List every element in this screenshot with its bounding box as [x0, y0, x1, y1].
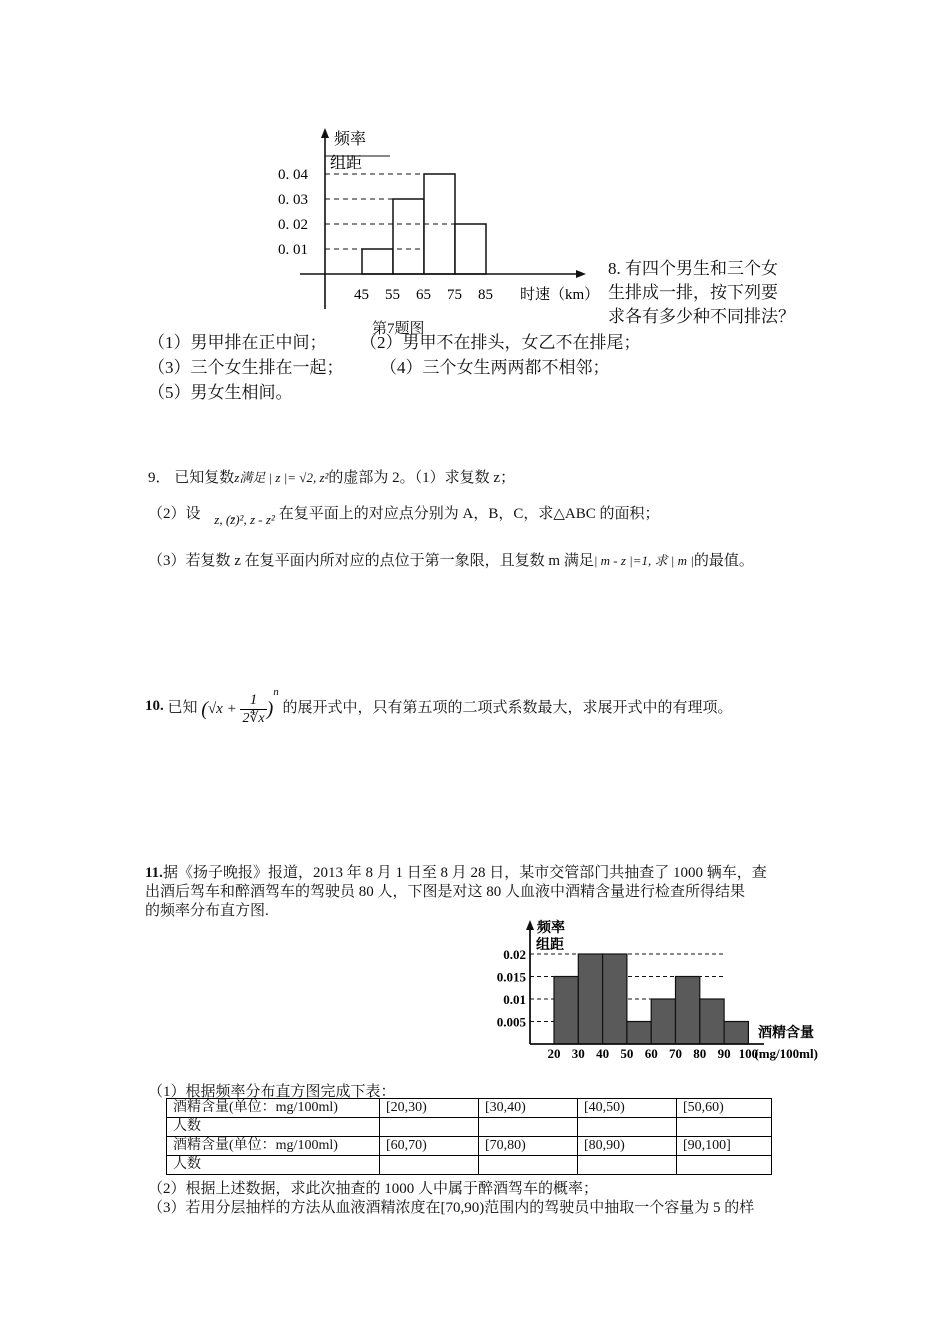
table-cell: [70,80) [479, 1137, 578, 1156]
table-cell: 酒精含量(单位：mg/100ml) [167, 1099, 380, 1118]
q7-caption: 第7题图 [372, 321, 425, 337]
q8-part4: （4）三个女生两两都不相邻； [380, 358, 610, 377]
q8-part3: （3）三个女生排在一起； [148, 358, 344, 377]
q9-line2-math: z, (z̄)², z - z² [214, 512, 275, 527]
q11-xunit: (mg/100ml) [754, 1046, 818, 1061]
q7-ytick-labels [278, 167, 309, 258]
q11-xlabel: 酒精含量 [758, 1026, 814, 1041]
q7-ytick: 0. 04 [278, 167, 308, 183]
q7-ylabel-top: 频率 [334, 131, 367, 148]
q11-bar [651, 999, 675, 1044]
q9-line3-a: （3）若复数 z 在复平面内所对应的点位于第一象限，且复数 m 满足 [148, 553, 594, 569]
q11-y-arrow [526, 920, 534, 930]
q11-xtick: 40 [596, 1046, 610, 1061]
table-cell[interactable] [380, 1118, 479, 1137]
q7-bar [455, 224, 486, 274]
q11-bar [578, 954, 602, 1044]
table-cell: 人数 [167, 1118, 380, 1137]
q8-part5: （5）男女生相间。 [148, 383, 293, 402]
q7-xtick: 75 [447, 287, 462, 303]
q9-line3-b: 的最值。 [693, 553, 754, 569]
table-cell[interactable] [479, 1118, 578, 1137]
q9-line1 [148, 466, 515, 487]
q9-line3-math: | m - z |=1, 求 | m | [593, 553, 694, 568]
q7-xtick-labels [354, 287, 493, 303]
q7-y-arrow [321, 128, 329, 138]
table-cell: [60,70) [380, 1137, 479, 1156]
q11-xtick: 100 [738, 1046, 759, 1061]
q9-line2 [148, 502, 660, 527]
q10-line [145, 686, 733, 736]
q11-bar [627, 1022, 651, 1045]
table-cell[interactable] [578, 1156, 677, 1175]
q7-ytick: 0. 03 [278, 192, 308, 208]
table-cell: [30,40) [479, 1099, 578, 1118]
q11-bars [554, 954, 748, 1044]
q11-xtick: 80 [693, 1046, 707, 1061]
table-cell[interactable] [677, 1156, 772, 1175]
q7-ytick: 0. 02 [278, 217, 308, 233]
q9-line3 [148, 549, 754, 570]
table-row [167, 1118, 772, 1137]
q10-frac-num: 1 [240, 692, 266, 710]
q7-bars [325, 174, 486, 274]
table-cell: [40,50) [578, 1099, 677, 1118]
q10-text-a: 已知 [167, 700, 198, 717]
q7-xtick: 45 [354, 287, 369, 303]
q9-line1-a: 9． 已知复数 [148, 470, 235, 486]
table-cell: [20,30) [380, 1099, 479, 1118]
q11-xtick: 20 [547, 1046, 561, 1061]
table-cell[interactable] [578, 1118, 677, 1137]
q7-xtick: 85 [478, 287, 493, 303]
q11-bar [700, 999, 724, 1044]
table-row [167, 1137, 772, 1156]
table-cell: 人数 [167, 1156, 380, 1175]
q8-part2: （2）男甲不在排头，女乙不在排尾； [360, 333, 641, 352]
q11-ylabel-top: 频率 [537, 921, 565, 936]
q8-line1: 8. 有四个男生和三个女 [608, 259, 778, 278]
q10-text-b: 的展开式中，只有第五项的二项式系数最大，求展开式中的有理项。 [282, 700, 733, 717]
q11-bar [603, 954, 627, 1044]
q10-number: 10. [145, 698, 164, 715]
q11-xtick: 60 [644, 1046, 658, 1061]
q11-ytick: 0.02 [503, 947, 526, 962]
table-row [167, 1156, 772, 1175]
q11-part3: （3）若用分层抽样的方法从血液酒精浓度在[70,90)范围内的驾驶员中抽取一个容量为 5 的样 [148, 1200, 755, 1216]
q8-part1: （1）男甲排在正中间； [148, 333, 327, 352]
q7-histogram [270, 122, 615, 322]
q11-part1: （1）根据频率分布直方图完成下表： [148, 1084, 396, 1100]
table-cell[interactable] [479, 1156, 578, 1175]
q11-number: 11. [145, 865, 163, 881]
q11-histogram [476, 916, 862, 1064]
q11-line1 [145, 861, 767, 882]
q11-xtick: 90 [717, 1046, 731, 1061]
q7-bar [393, 199, 424, 274]
q10-sqrt-x: √x + [207, 701, 237, 718]
q9-line1-b: 的虚部为 2。（1）求复数 z； [328, 470, 516, 486]
table-row [167, 1099, 772, 1118]
q7-bar [362, 249, 393, 274]
q11-ytick: 0.005 [496, 1014, 526, 1030]
q9-line1-math: z满足 | z |= √2, z² [234, 470, 329, 485]
q11-ytick: 0.01 [503, 992, 526, 1007]
q11-ylabel-bottom: 组距 [536, 938, 564, 953]
q7-xtick: 55 [385, 287, 400, 303]
q11-xtick: 70 [669, 1046, 682, 1061]
q11-line1-text: 据《扬子晚报》报道，2013 年 8 月 1 日至 8 月 28 日，某市交管部门共抽查了 1000 辆车，查 [162, 865, 767, 881]
q11-bar [554, 977, 578, 1045]
q9-line2-a: （2）设 [148, 506, 201, 522]
table-cell: [50,60) [677, 1099, 772, 1118]
table-cell: [80,90) [578, 1137, 677, 1156]
table-cell: [90,100] [677, 1137, 772, 1156]
table-cell[interactable] [380, 1156, 479, 1175]
q8-line2: 生排成一排，按下列要 [608, 283, 778, 302]
table-cell: 酒精含量(单位：mg/100ml) [167, 1137, 380, 1156]
q11-line3: 的频率分布直方图. [145, 903, 269, 919]
q10-fraction [240, 692, 266, 727]
q11-bar [724, 1022, 748, 1045]
q11-ytick: 0.015 [496, 969, 526, 985]
q7-x-arrow [576, 270, 586, 278]
q8-line3: 求各有多少种不同排法？ [608, 307, 795, 326]
q11-xtick: 50 [620, 1046, 634, 1061]
q11-xtick: 30 [571, 1046, 585, 1061]
q11-part2: （2）根据上述数据，求此次抽查的 1000 人中属于醉酒驾车的概率； [148, 1181, 599, 1197]
q10-frac-den: 2∜x [242, 711, 265, 727]
q11-xtick-labels [548, 1046, 818, 1061]
table-cell[interactable] [677, 1118, 772, 1137]
q7-xtick: 65 [416, 287, 431, 303]
q10-exponent: n [273, 686, 279, 698]
q7-xlabel: 时速（km） [520, 287, 600, 303]
q11-ytick-labels [497, 947, 527, 1030]
q10-expression: (√x + $\frac{1}{2∜x}$ )$^n$ [201, 686, 279, 727]
q7-ylabel-bottom: 组距 [330, 155, 363, 172]
q11-table [166, 1098, 772, 1175]
q9-line2-b: 在复平面上的对应点分别为 A，B，C，求△ABC 的面积； [278, 506, 660, 522]
q11-line2: 出酒后驾车和醉酒驾车的驾驶员 80 人，下图是对这 80 人血液中酒精含量进行检查所得结果 [145, 884, 746, 900]
q7-ytick: 0. 01 [278, 242, 308, 258]
q11-bar [676, 977, 700, 1045]
